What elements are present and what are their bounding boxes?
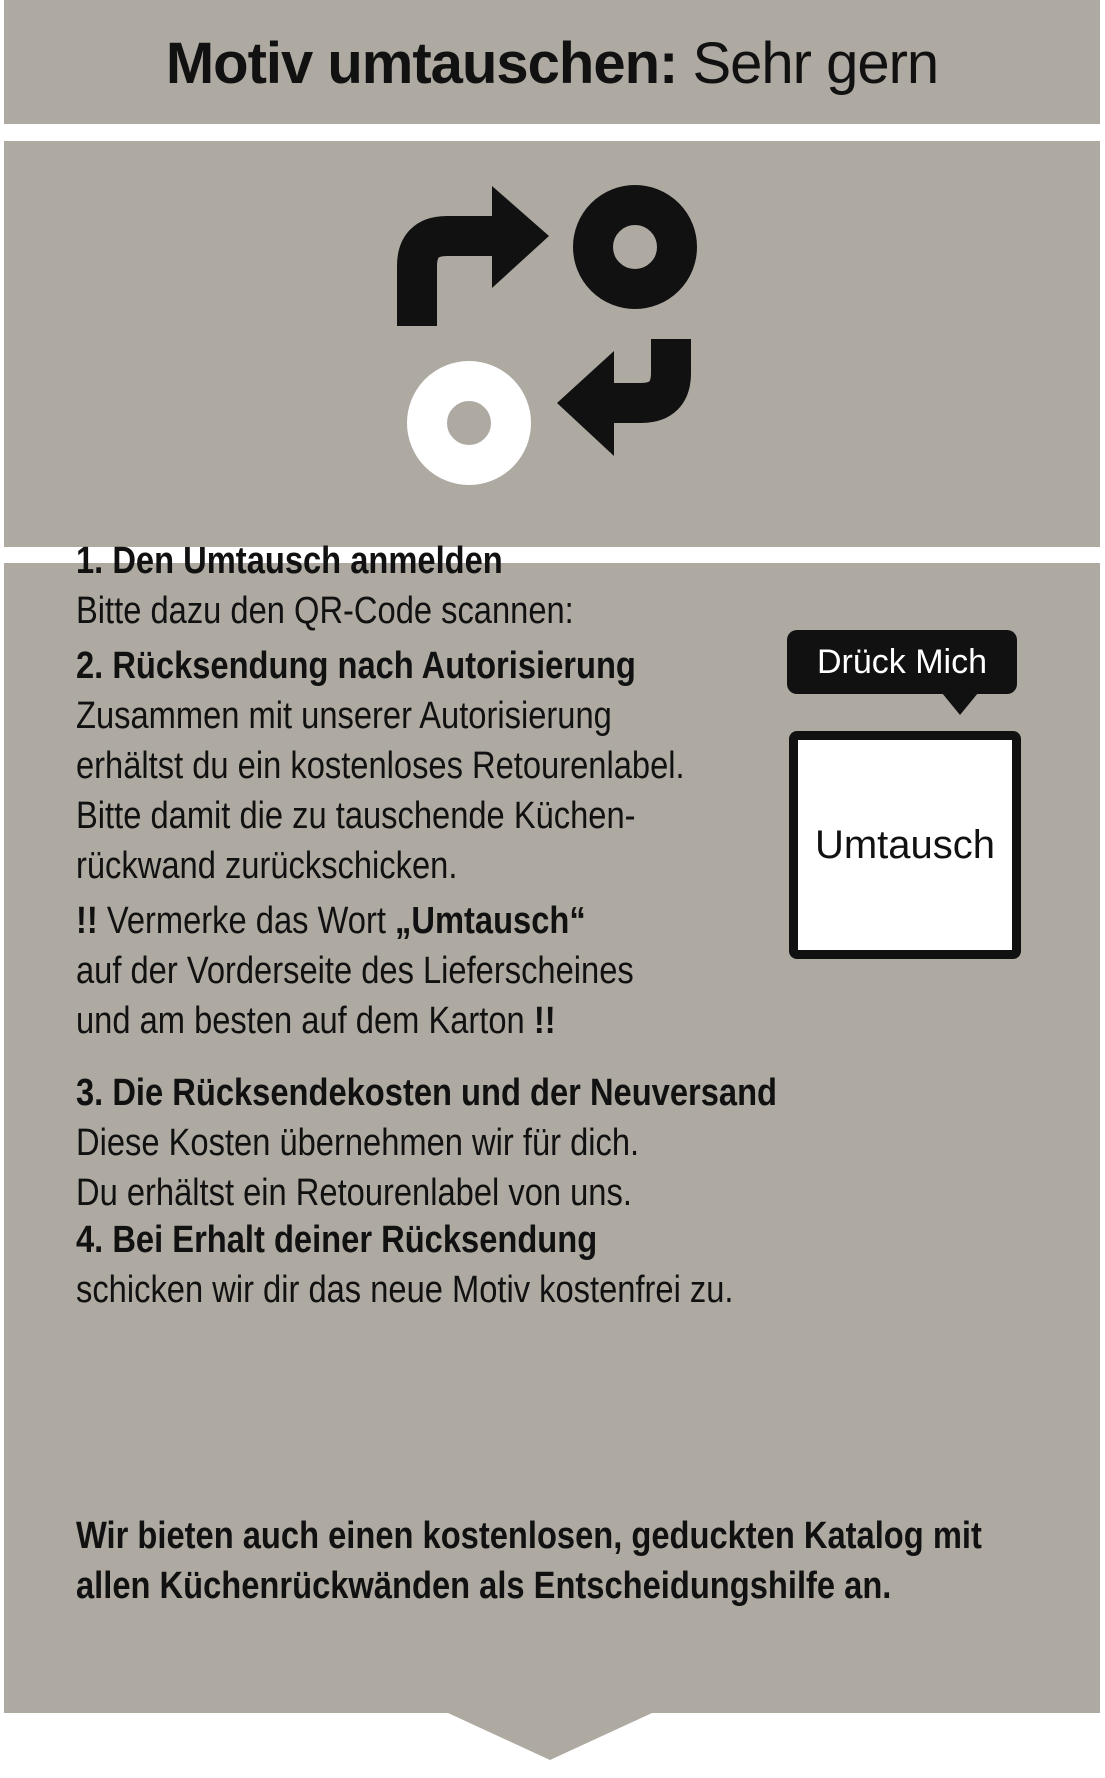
promo-line: Wir bieten auch einen kostenlosen, geduckten Katalog mit xyxy=(76,1515,982,1557)
arrow-turn-right-icon xyxy=(417,186,549,326)
note-line: und am besten auf dem Karton xyxy=(76,1000,534,1042)
header-panel xyxy=(4,0,1100,124)
exchange-button-label: Umtausch xyxy=(814,822,996,867)
step-1-line: Bitte dazu den QR-Code scannen: xyxy=(76,590,574,632)
step-2 xyxy=(76,641,685,891)
step-2-line: Bitte damit die zu tauschende Küchen- xyxy=(76,795,636,837)
note-warning-prefix: !! xyxy=(76,900,98,942)
page-title-bold: Motiv umtauschen: xyxy=(165,31,678,96)
circle-ring-white-icon xyxy=(427,381,511,465)
note-warning-suffix: !! xyxy=(533,1000,556,1042)
promo-line: allen Küchenrückwänden als Entscheidungshilfe an. xyxy=(76,1565,892,1607)
step-3 xyxy=(76,1068,778,1218)
exchange-icon-panel xyxy=(4,141,1100,547)
step-3-line: Diese Kosten übernehmen wir für dich. xyxy=(76,1122,640,1164)
step-2-line: erhältst du ein kostenloses Retourenlabel. xyxy=(76,745,685,787)
page-title-light: Sehr gern xyxy=(692,31,939,96)
note-text: Vermerke das Wort xyxy=(97,900,396,942)
arrow-turn-left-icon xyxy=(557,339,671,456)
step-4 xyxy=(76,1215,734,1315)
bottom-chevron-icon xyxy=(0,1700,1105,1778)
exchange-button[interactable] xyxy=(789,731,1021,959)
step-3-line: Du erhältst ein Retourenlabel von uns. xyxy=(76,1172,632,1214)
press-me-tooltip: Drück Mich xyxy=(787,630,1017,694)
tooltip-tail xyxy=(942,693,978,715)
step-2-heading: 2. Rücksendung nach Autorisierung xyxy=(76,645,636,687)
step-4-line: schicken wir dir das neue Motiv kostenfrei zu. xyxy=(76,1269,734,1311)
step-2-line: rückwand zurückschicken. xyxy=(76,845,458,887)
exchange-icon-group xyxy=(4,141,1100,547)
catalog-promo-text xyxy=(76,1511,1022,1611)
note-line: auf der Vorderseite des Lieferscheines xyxy=(76,950,634,992)
circle-ring-icon xyxy=(593,205,677,289)
step-2-line: Zusammen mit unserer Autorisierung xyxy=(76,695,612,737)
page-title xyxy=(4,30,1100,98)
step-3-heading: 3. Die Rücksendekosten und der Neuversand xyxy=(76,1072,778,1114)
umtausch-note xyxy=(76,896,678,1046)
instructions-panel xyxy=(4,540,1100,1713)
step-1 xyxy=(76,536,678,636)
step-1-heading: 1. Den Umtausch anmelden xyxy=(76,540,503,582)
note-keyword: „Umtausch“ xyxy=(395,900,586,942)
step-4-heading: 4. Bei Erhalt deiner Rücksendung xyxy=(76,1219,598,1261)
